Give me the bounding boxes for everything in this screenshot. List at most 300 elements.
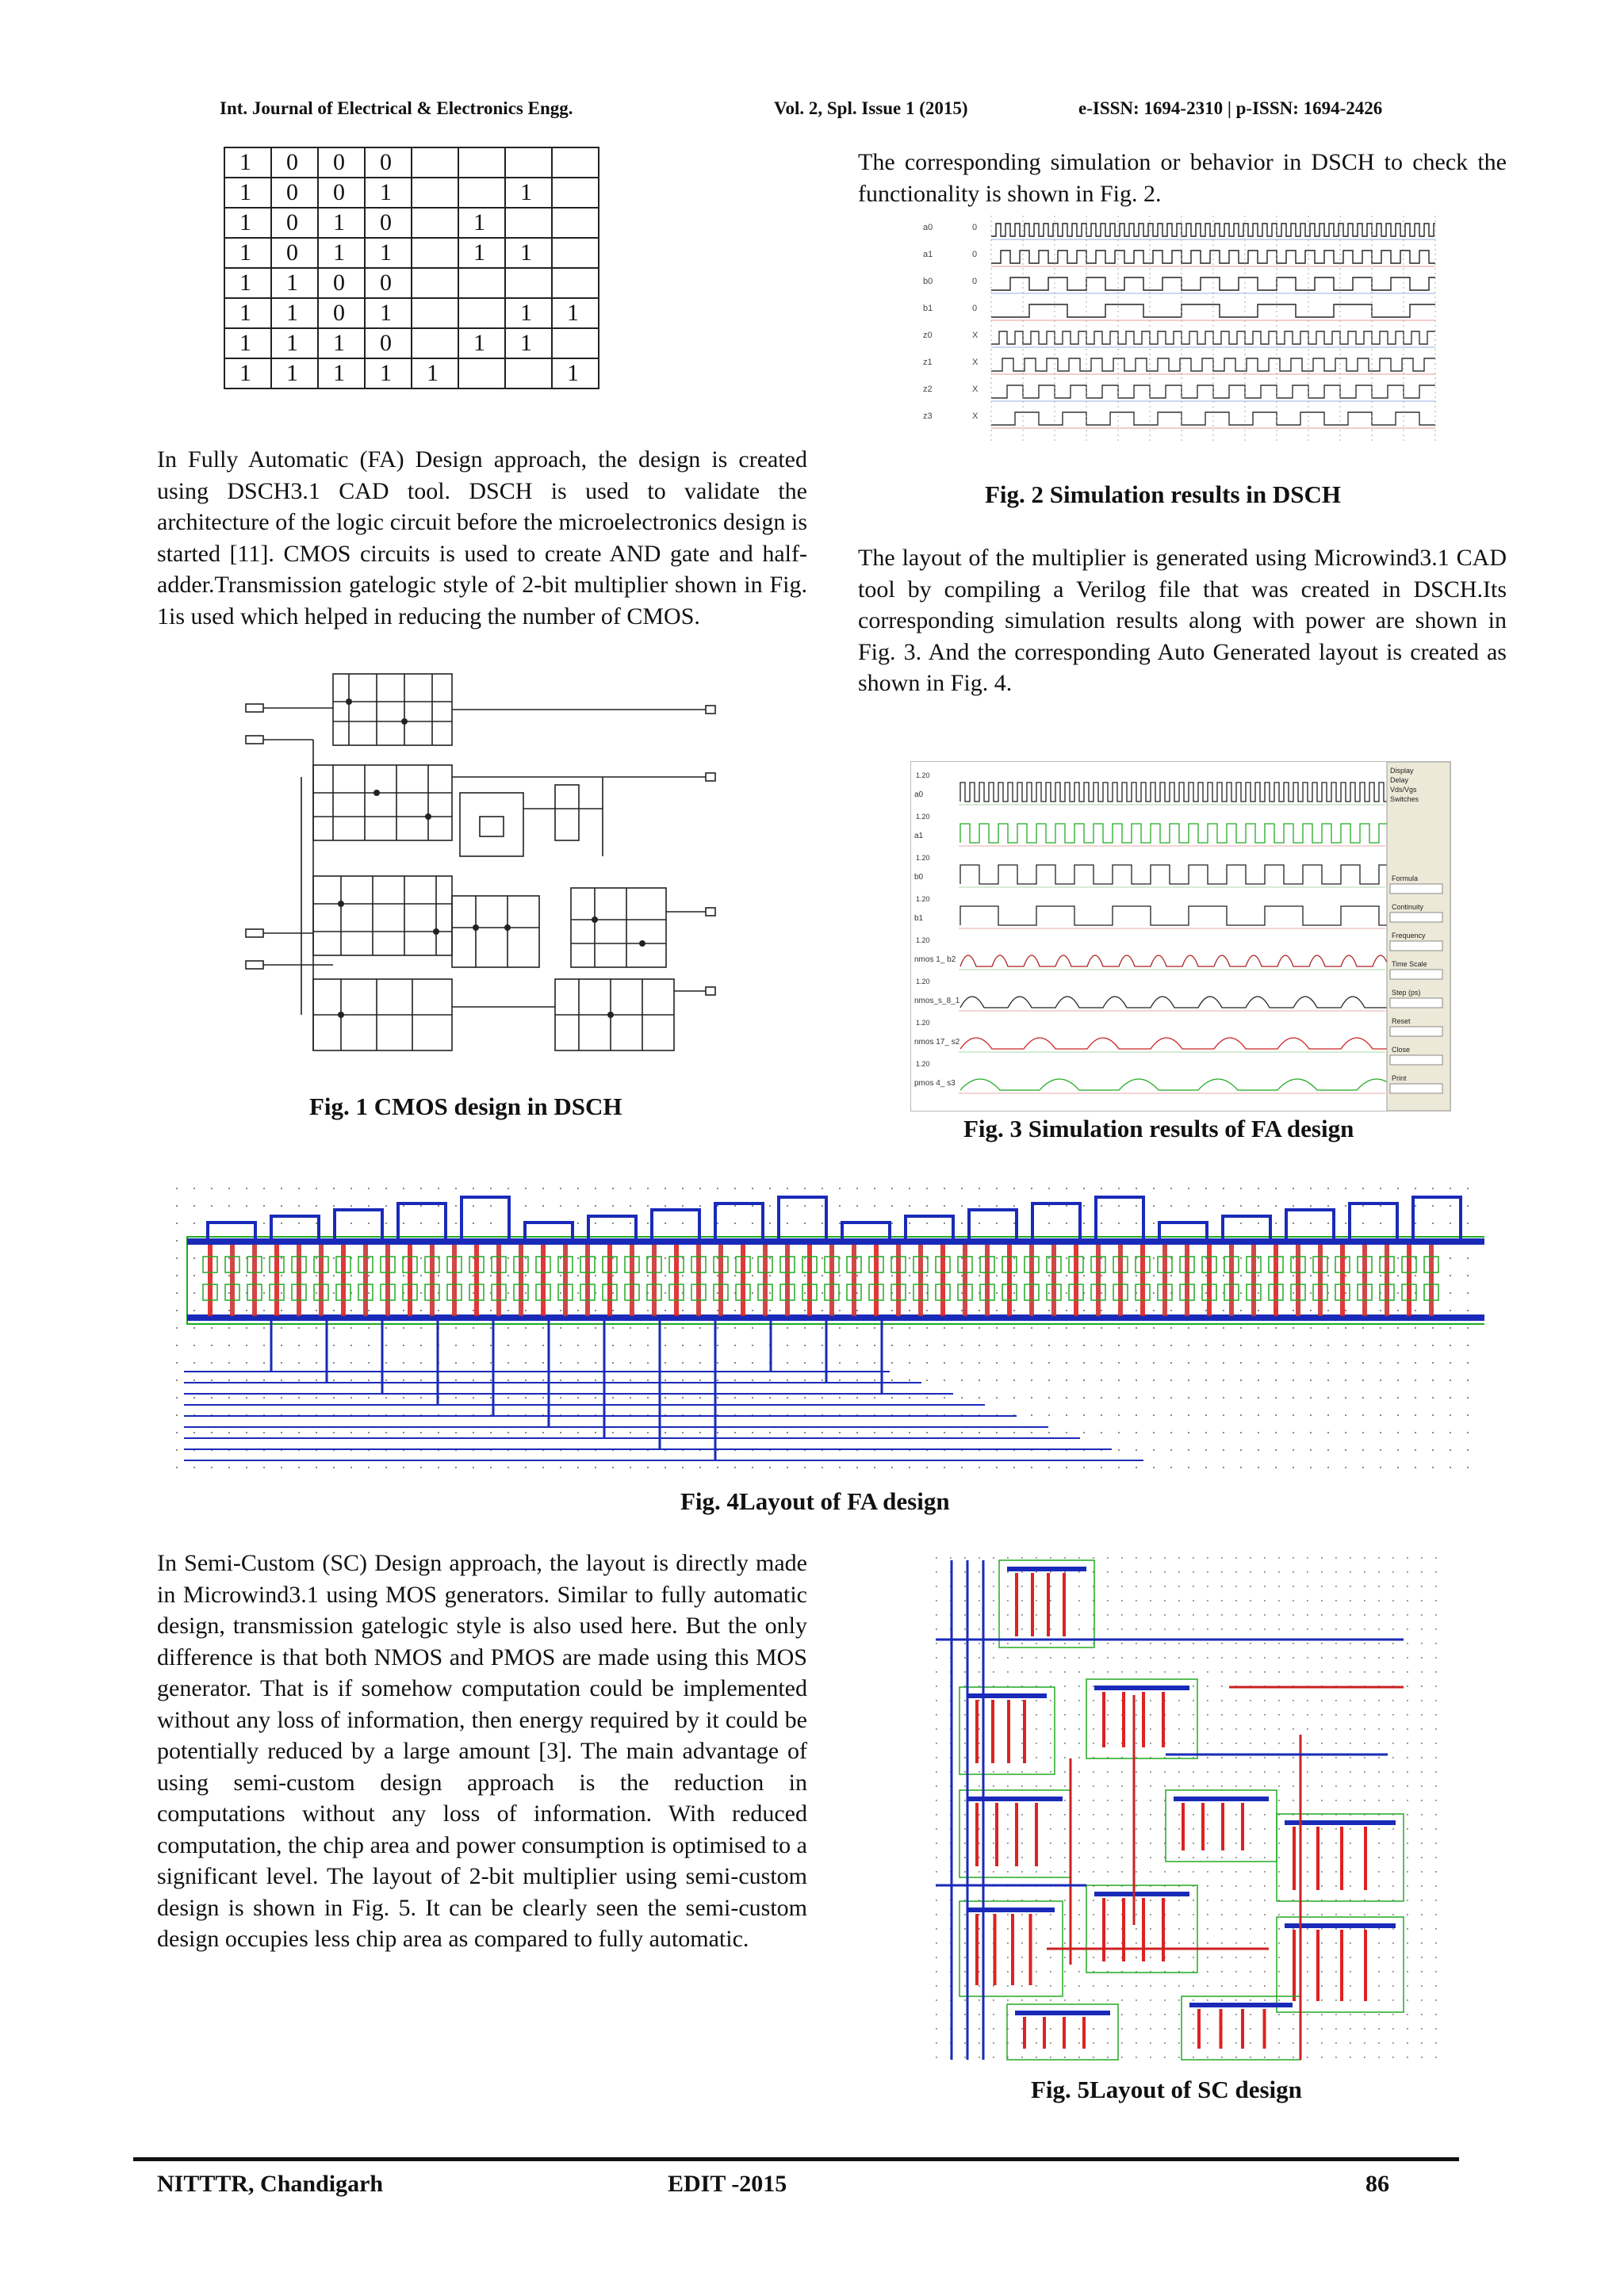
fig5-grid-dot — [1150, 1843, 1151, 1844]
fig5-grid-dot — [1164, 1614, 1166, 1616]
layout-paragraph: The layout of the multiplier is generated using Microwind3.1 CAD tool by compiling a Verilog file that was created in DSCH.Its corresponding simulation results along with power are shown in Fig. 3. And the corresponding Auto Generated layout is created as shown in Fig. 4. — [858, 545, 1507, 696]
fig4-grid-dot — [560, 1205, 561, 1207]
fig5-grid-dot — [1136, 1814, 1137, 1816]
fig4-grid-dot — [1450, 1327, 1451, 1329]
fig5-grid-dot — [1264, 1743, 1266, 1744]
fig5-grid-dot — [1335, 1757, 1337, 1758]
fig4-grid-dot — [246, 1310, 247, 1311]
fig5-grid-dot — [1435, 1686, 1437, 1687]
fig5-grid-dot — [1235, 1757, 1237, 1758]
fig5-grid-dot — [1350, 1843, 1351, 1844]
fig5-grid-dot — [1021, 1571, 1023, 1573]
fig4-grid-dot — [1153, 1223, 1155, 1224]
fig4-grid-dot — [1101, 1275, 1102, 1276]
fig4-grid-dot — [944, 1397, 945, 1399]
fig5-grid-dot — [1221, 1785, 1223, 1787]
fig4-grid-dot — [787, 1397, 788, 1399]
fig5-grid-dot — [1392, 1999, 1394, 2001]
fig4-grid-dot — [595, 1223, 596, 1224]
fig4-grid-dot — [560, 1310, 561, 1311]
fig5-grid-dot — [1150, 1586, 1151, 1587]
fig4-grid-dot — [1432, 1205, 1434, 1207]
fig5-grid-dot — [1121, 1557, 1123, 1559]
fig4-grid-dot — [1362, 1467, 1364, 1468]
fig4-poly-gate — [474, 1245, 479, 1316]
fig4-grid-dot — [979, 1380, 980, 1381]
fig5-grid-dot — [1221, 1885, 1223, 1887]
fig4-poly-gate — [496, 1245, 501, 1316]
fig4-grid-dot — [1013, 1275, 1015, 1276]
fig4-metal-route — [1032, 1203, 1080, 1238]
fig5-grid-dot — [1207, 1871, 1208, 1873]
fig4-grid-dot — [1048, 1432, 1050, 1433]
fig4-grid-dot — [961, 1467, 963, 1468]
fig5-grid-dot — [1335, 1728, 1337, 1730]
fig4-grid-dot — [1101, 1432, 1102, 1433]
fig4-grid-dot — [490, 1432, 492, 1433]
fig4-grid-dot — [752, 1275, 753, 1276]
fig5-grid-dot — [1321, 1657, 1323, 1659]
fig4-grid-dot — [1293, 1257, 1294, 1259]
fig4-grid-dot — [1450, 1275, 1451, 1276]
fig5-grid-dot — [1121, 1643, 1123, 1644]
fig4-grid-dot — [1083, 1414, 1085, 1416]
fig5-grid-dot — [1364, 1671, 1365, 1673]
fig5-grid-dot — [1178, 1785, 1180, 1787]
fig5-grid-dot — [1078, 2028, 1080, 2030]
fig4-grid-dot — [1118, 1188, 1120, 1189]
fig5-grid-dot — [1250, 1999, 1251, 2001]
fig2-signal-label: z1 — [923, 358, 933, 367]
fig4-grid-dot — [525, 1397, 527, 1399]
fig4-grid-dot — [455, 1362, 457, 1364]
fig4-metal-route — [906, 1216, 953, 1238]
footer-institute: NITTTR, Chandigarh — [157, 2171, 384, 2197]
fig5-grid-dot — [1350, 1743, 1351, 1744]
fig5-grid-dot — [1036, 2042, 1037, 2044]
truth-table-cell: 1 — [224, 147, 271, 178]
fig5-grid-dot — [1407, 1914, 1408, 1915]
truth-table-cell: 1 — [365, 238, 412, 268]
fig4-grid-dot — [193, 1467, 195, 1468]
fig5-grid-dot — [1335, 1700, 1337, 1701]
fig4-grid-dot — [1118, 1380, 1120, 1381]
fig4-grid-dot — [1467, 1449, 1469, 1451]
fig4-grid-dot — [246, 1327, 247, 1329]
fig4-grid-dot — [193, 1205, 195, 1207]
fig5-grid-dot — [1407, 1586, 1408, 1587]
fig4-grid-dot — [368, 1257, 370, 1259]
truth-table-cell: 1 — [505, 178, 552, 208]
fig5-grid-dot — [1021, 1785, 1023, 1787]
fig4-grid-dot — [1153, 1414, 1155, 1416]
fig4-grid-dot — [1013, 1380, 1015, 1381]
fig5-grid-dot — [1193, 1743, 1194, 1744]
fig5-grid-dot — [1307, 1785, 1308, 1787]
fig5-grid-dot — [1078, 1714, 1080, 1716]
truth-table-cell: 1 — [412, 358, 458, 388]
fig5-grid-dot — [1407, 1728, 1408, 1730]
fig5-grid-dot — [1350, 2057, 1351, 2058]
fig4-grid-dot — [1310, 1432, 1312, 1433]
fig5-grid-dot — [1107, 1628, 1109, 1630]
fig5-grid-dot — [1278, 1614, 1280, 1616]
fig5-grid-dot — [1164, 2014, 1166, 2015]
fig4-grid-dot — [508, 1257, 509, 1259]
fig4-grid-dot — [577, 1380, 579, 1381]
truth-table-cell: 1 — [552, 298, 599, 328]
fig4-grid-dot — [263, 1397, 265, 1399]
fig4-grid-dot — [996, 1310, 998, 1311]
fig4-grid-dot — [647, 1432, 649, 1433]
fig5-grid-dot — [1421, 1714, 1423, 1716]
fig4-grid-dot — [1153, 1432, 1155, 1433]
fig4-grid-dot — [1153, 1205, 1155, 1207]
fig4-metal-route — [335, 1210, 382, 1238]
fig4-grid-dot — [891, 1188, 893, 1189]
fig5-grid-dot — [1078, 1600, 1080, 1601]
fig5-grid-dot — [1193, 1928, 1194, 1930]
fig4-grid-dot — [228, 1205, 230, 1207]
truth-table-cell: 1 — [505, 328, 552, 358]
fig5-grid-dot — [1278, 2028, 1280, 2030]
fig5-grid-dot — [1036, 1700, 1037, 1701]
fig3-plot-area — [911, 762, 1387, 1111]
fig5-grid-dot — [1235, 1700, 1237, 1701]
fig4-grid-dot — [1188, 1397, 1189, 1399]
fig5-grid-dot — [1321, 1614, 1323, 1616]
fig5-grid-dot — [1150, 1928, 1151, 1930]
fig5-grid-dot — [1164, 2042, 1166, 2044]
fig4-grid-dot — [316, 1380, 317, 1381]
truth-table-cell: 1 — [552, 358, 599, 388]
truth-table-cell — [412, 268, 458, 298]
fig5-grid-dot — [1250, 1771, 1251, 1773]
fig5-grid-dot — [1178, 1614, 1180, 1616]
fig4-grid-dot — [752, 1345, 753, 1346]
fig2-signal-label: a0 — [923, 223, 933, 232]
fig5-grid-dot — [1036, 1971, 1037, 1973]
fig4-grid-dot — [595, 1467, 596, 1468]
fig3-option-label: Delay — [1390, 776, 1409, 784]
fig4-grid-dot — [176, 1275, 178, 1276]
fig5-grid-dot — [1392, 1628, 1394, 1630]
fig3-signal-label: pmos 4_ s3 — [914, 1079, 956, 1088]
fig5-grid-dot — [1078, 1614, 1080, 1616]
fig5-grid-dot — [1435, 1942, 1437, 1944]
fig4-grid-dot — [909, 1223, 910, 1224]
fig5-grid-dot — [1207, 1657, 1208, 1659]
fig4-grid-dot — [542, 1432, 544, 1433]
fig4-grid-dot — [333, 1327, 335, 1329]
fig4-grid-dot — [787, 1188, 788, 1189]
fig4-grid-dot — [1450, 1345, 1451, 1346]
fig4-grid-dot — [1293, 1345, 1294, 1346]
fig5-grid-dot — [1278, 2057, 1280, 2058]
fig5-grid-dot — [1364, 1914, 1365, 1915]
fig5-grid-dot — [1178, 1728, 1180, 1730]
fig5-grid-dot — [1021, 1942, 1023, 1944]
fig4-grid-dot — [228, 1345, 230, 1346]
fig4-metal-route — [652, 1210, 699, 1238]
fig5-grid-dot — [1178, 1571, 1180, 1573]
fig5-grid-dot — [1221, 1700, 1223, 1701]
fig5-grid-dot — [1193, 1914, 1194, 1915]
fig4-grid-dot — [1205, 1188, 1207, 1189]
fig4-poly-gate — [874, 1245, 879, 1316]
fig5-grid-dot — [1050, 1971, 1051, 1973]
fig4-grid-dot — [961, 1310, 963, 1311]
fig5-grid-dot — [1350, 1942, 1351, 1944]
fig4-grid-dot — [193, 1188, 195, 1189]
fig5-grid-dot — [1007, 1785, 1009, 1787]
fig4-grid-dot — [1136, 1362, 1137, 1364]
fig4-grid-dot — [193, 1310, 195, 1311]
fig5-grid-dot — [1421, 2042, 1423, 2044]
fig4-grid-dot — [1170, 1414, 1172, 1416]
fig4-grid-dot — [717, 1188, 718, 1189]
fig4-grid-dot — [630, 1432, 631, 1433]
fig5-grid-dot — [1078, 1928, 1080, 1930]
fig5-grid-dot — [1064, 1942, 1066, 1944]
fig5-grid-dot — [1193, 1785, 1194, 1787]
fig5-grid-dot — [964, 1942, 966, 1944]
fig4-grid-dot — [804, 1275, 806, 1276]
fig4-grid-dot — [1345, 1432, 1346, 1433]
fig4-grid-dot — [996, 1257, 998, 1259]
fig5-grid-dot — [1036, 1628, 1037, 1630]
fig4-grid-dot — [1450, 1205, 1451, 1207]
fig5-grid-dot — [1093, 1900, 1094, 1901]
truth-table-cell — [552, 238, 599, 268]
fig4-grid-dot — [1275, 1397, 1277, 1399]
truth-table-row — [224, 358, 599, 388]
fig5-grid-dot — [979, 1571, 980, 1573]
fig4-grid-dot — [420, 1292, 422, 1294]
fig5-grid-dot — [1064, 1728, 1066, 1730]
fig5-grid-dot — [1235, 1814, 1237, 1816]
fig5-grid-dot — [1321, 1971, 1323, 1973]
fig4-grid-dot — [839, 1205, 841, 1207]
fig5-grid-dot — [979, 1728, 980, 1730]
fig5-grid-dot — [1321, 1586, 1323, 1587]
fig4-grid-dot — [298, 1397, 300, 1399]
fig4-grid-dot — [682, 1467, 684, 1468]
fig5-grid-dot — [1264, 1985, 1266, 1987]
fig4-grid-dot — [455, 1188, 457, 1189]
fig4-grid-dot — [1101, 1292, 1102, 1294]
fig5-grid-dot — [1150, 2028, 1151, 2030]
fig5-grid-dot — [1207, 1643, 1208, 1644]
fig5-grid-dot — [1193, 1714, 1194, 1716]
fig4-grid-dot — [298, 1327, 300, 1329]
fig5-grid-dot — [964, 1571, 966, 1573]
fig4-grid-dot — [473, 1188, 474, 1189]
fig4-grid-dot — [804, 1310, 806, 1311]
fig5-grid-dot — [1121, 2042, 1123, 2044]
fig4-grid-dot — [211, 1467, 213, 1468]
fig5-grid-dot — [1221, 1999, 1223, 2001]
fig4-grid-dot — [647, 1188, 649, 1189]
fig4-grid-dot — [804, 1397, 806, 1399]
fig4-grid-dot — [1170, 1188, 1172, 1189]
fig5-grid-dot — [1007, 1586, 1009, 1587]
fig3-tick-label: 1.20 — [916, 771, 930, 779]
fig4-grid-dot — [228, 1188, 230, 1189]
fig4-grid-dot — [1380, 1449, 1381, 1451]
fig4-grid-dot — [1136, 1310, 1137, 1311]
fig4-grid-dot — [490, 1362, 492, 1364]
fig5-grid-dot — [1178, 1900, 1180, 1901]
fig4-grid-dot — [612, 1467, 614, 1468]
fig5-grid-dot — [1321, 1985, 1323, 1987]
fig5-grid-dot — [1364, 2028, 1365, 2030]
fig4-grid-dot — [385, 1362, 387, 1364]
fig5-grid-dot — [1293, 2057, 1294, 2058]
fig4-grid-dot — [1467, 1292, 1469, 1294]
fig5-grid-dot — [1050, 1914, 1051, 1915]
fig5-grid-dot — [1050, 1857, 1051, 1858]
fig3-tick-label: 1.20 — [916, 978, 930, 985]
fig5-grid-dot — [1207, 1728, 1208, 1730]
fig5-grid-dot — [1392, 1843, 1394, 1844]
fig5-grid-dot — [1136, 1557, 1137, 1559]
fig5-grid-dot — [1307, 1857, 1308, 1858]
fig5-grid-dot — [1178, 1828, 1180, 1830]
truth-table-cell — [552, 147, 599, 178]
fig4-grid-dot — [699, 1205, 701, 1207]
fig5-grid-dot — [1392, 1743, 1394, 1744]
truth-table-cell: 1 — [458, 208, 505, 238]
fig5-grid-dot — [1350, 1857, 1351, 1858]
fig5-grid-dot — [1407, 1985, 1408, 1987]
fig5-grid-dot — [1307, 1985, 1308, 1987]
fig5-grid-dot — [1278, 1714, 1280, 1716]
fig5-grid-dot — [1250, 1857, 1251, 1858]
fig5-grid-dot — [1335, 1671, 1337, 1673]
fig4-grid-dot — [926, 1310, 928, 1311]
fig5-grid-dot — [1407, 1600, 1408, 1601]
fig5-grid-dot — [964, 1700, 966, 1701]
fig5-grid-dot — [979, 1743, 980, 1744]
fig5-grid-dot — [1121, 1828, 1123, 1830]
fig4-grid-dot — [193, 1432, 195, 1433]
fig4-grid-dot — [1258, 1414, 1259, 1416]
fig5-grid-dot — [1036, 1871, 1037, 1873]
fig4-grid-dot — [281, 1205, 282, 1207]
fig5-grid-dot — [1107, 1857, 1109, 1858]
fig5-grid-dot — [1364, 1557, 1365, 1559]
fig4-grid-dot — [630, 1467, 631, 1468]
fig5-grid-dot — [1321, 1999, 1323, 2001]
fig5-grid-dot — [993, 2014, 994, 2015]
fig4-poly-gate — [696, 1245, 701, 1316]
fig4-grid-dot — [1397, 1188, 1399, 1189]
fig4-grid-dot — [839, 1345, 841, 1346]
fig4-grid-dot — [473, 1432, 474, 1433]
fig5-grid-dot — [1064, 1700, 1066, 1701]
fig5-grid-dot — [1264, 1557, 1266, 1559]
fig4-grid-dot — [734, 1205, 736, 1207]
fig4-grid-dot — [822, 1275, 823, 1276]
fig5-grid-dot — [1392, 1657, 1394, 1659]
fig5-grid-dot — [1407, 1686, 1408, 1687]
fig5-grid-dot — [1378, 1914, 1380, 1915]
fig4-grid-dot — [298, 1432, 300, 1433]
fig4-grid-dot — [1450, 1449, 1451, 1451]
fig5-grid-dot — [1021, 1586, 1023, 1587]
fig4-grid-dot — [647, 1275, 649, 1276]
fig5-grid-dot — [1421, 1614, 1423, 1616]
truth-table-cell: 1 — [318, 208, 365, 238]
fig4-grid-dot — [1345, 1449, 1346, 1451]
fig4-grid-dot — [1327, 1362, 1329, 1364]
fig5-grid-dot — [1307, 1714, 1308, 1716]
fig4-grid-dot — [717, 1432, 718, 1433]
fig4-grid-dot — [1188, 1380, 1189, 1381]
fig5-poly-gate — [1007, 1700, 1010, 1763]
fig5-poly-gate — [1316, 1930, 1320, 2001]
fig4-grid-dot — [665, 1362, 666, 1364]
fig4-grid-dot — [455, 1467, 457, 1468]
fig4-grid-dot — [1240, 1275, 1242, 1276]
fig5-grid-dot — [1407, 1785, 1408, 1787]
fig4-grid-dot — [1136, 1449, 1137, 1451]
fig4-grid-dot — [1397, 1292, 1399, 1294]
fig5-grid-dot — [1364, 1628, 1365, 1630]
fig5-grid-dot — [1392, 1785, 1394, 1787]
fig5-grid-dot — [1121, 2057, 1123, 2058]
fig4-grid-dot — [560, 1380, 561, 1381]
fig5-grid-dot — [1193, 1643, 1194, 1644]
fig5-grid-dot — [979, 1557, 980, 1559]
fig5-grid-dot — [1293, 1700, 1294, 1701]
fig4-grid-dot — [316, 1362, 317, 1364]
truth-table-cell: 1 — [224, 178, 271, 208]
fig5-grid-dot — [1421, 1671, 1423, 1673]
fig4-grid-dot — [368, 1188, 370, 1189]
fig5-grid-dot — [1335, 1643, 1337, 1644]
fig4-grid-dot — [228, 1362, 230, 1364]
fig4-grid-dot — [577, 1432, 579, 1433]
fig5-grid-dot — [1207, 1757, 1208, 1758]
fig4-grid-dot — [647, 1362, 649, 1364]
fig4-caption: Fig. 4Layout of FA design — [680, 1487, 950, 1515]
fig5-grid-dot — [1264, 1957, 1266, 1958]
fig5-grid-dot — [1421, 1643, 1423, 1644]
fig5-grid-dot — [964, 1814, 966, 1816]
fig5-grid-dot — [1136, 1700, 1137, 1701]
fig5-grid-dot — [1293, 1628, 1294, 1630]
fig5-grid-dot — [1421, 1871, 1423, 1873]
fig5-grid-dot — [1435, 1814, 1437, 1816]
fig5-grid-dot — [1093, 2042, 1094, 2044]
fig4-grid-dot — [979, 1432, 980, 1433]
fig4-grid-dot — [909, 1345, 910, 1346]
fig5-grid-dot — [1278, 1700, 1280, 1701]
fig4-grid-dot — [1380, 1397, 1381, 1399]
fig4-grid-dot — [316, 1397, 317, 1399]
fig4-grid-dot — [1240, 1449, 1242, 1451]
fig4-grid-dot — [647, 1397, 649, 1399]
fig5-grid-dot — [1078, 1571, 1080, 1573]
fig5-grid-dot — [1293, 1557, 1294, 1559]
fig5-grid-dot — [1250, 1600, 1251, 1601]
fig4-grid-dot — [1327, 1467, 1329, 1468]
fig4-grid-dot — [944, 1467, 945, 1468]
fig5-grid-dot — [1207, 1600, 1208, 1601]
fig5-grid-dot — [1136, 2014, 1137, 2015]
